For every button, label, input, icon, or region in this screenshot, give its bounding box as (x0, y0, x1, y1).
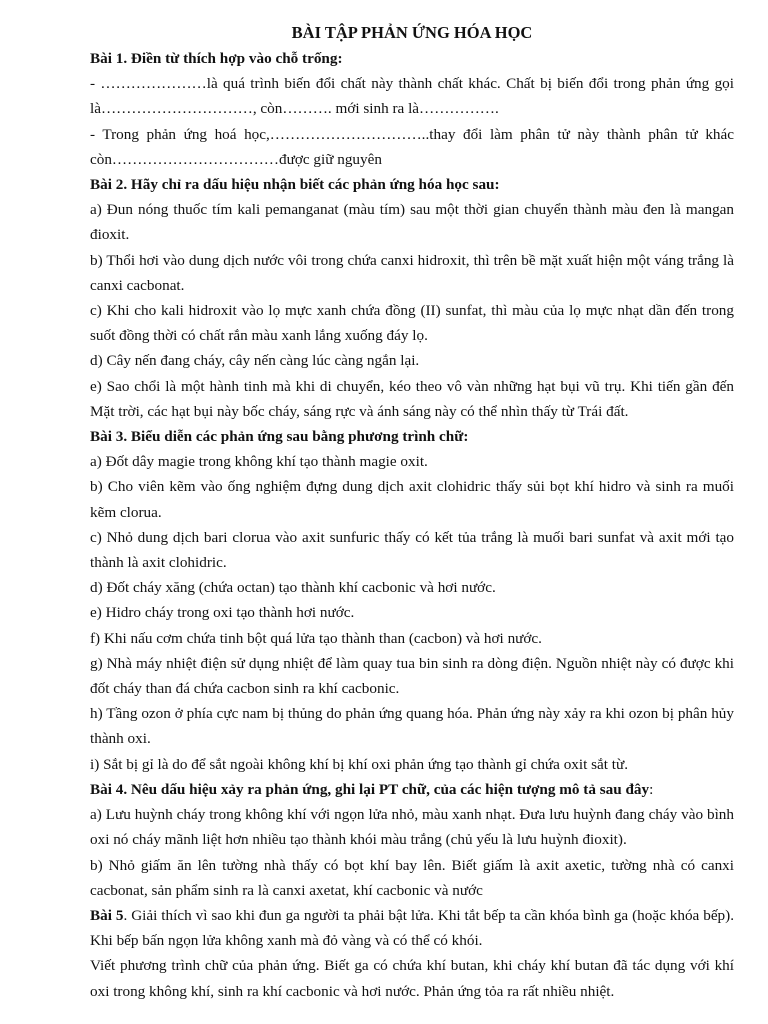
exercise-5-paragraph-2: Viết phương trình chữ của phản ứng. Biết ga có chứa khí butan, khi cháy khí butan đã tác dụng với khí oxi trong không khí, sinh ra khí cacbonic và hơi nước. Phản ứng tỏa ra rất nhiều nhiệt. (90, 957, 734, 1000)
exercise-4-heading: Bài 4. Nêu dấu hiệu xảy ra phản ứng, ghi lại PT chữ, của các hiện tượng mô tả sau đây (90, 780, 650, 798)
exercise-3-item-i: i) Sắt bị gỉ là do để sắt ngoài không khí bị khí oxi phản ứng tạo thành gỉ chứa oxit sắt từ. (90, 755, 629, 773)
exercise-3-heading: Bài 3. Biểu diễn các phản ứng sau bằng phương trình chữ: (90, 428, 469, 446)
exercise-2-item-b: b) Thổi hơi vào dung dịch nước vôi trong chứa canxi hidroxit, thì trên bề mặt xuất hiện một váng trắng là canxi cacbonat. (90, 251, 734, 294)
document-page (90, 20, 734, 1004)
exercise-3-item-c: c) Nhỏ dung dịch bari clorua vào axit sunfuric thấy có kết tủa trắng là muối bari sunfat và axit mới tạo thành là axit clohidric. (90, 528, 734, 572)
exercise-4-item-a: a) Lưu huỳnh cháy trong không khí với ngọn lửa nhỏ, màu xanh nhạt. Đưa lưu huỳnh đang cháy vào bình oxi nó cháy mãnh liệt hơn nhiều tạo thành khói màu trắng (chủ yếu là lưu huỳnh đioxit). (90, 806, 734, 849)
exercise-2-item-d: d) Cây nến đang cháy, cây nến càng lúc càng ngắn lại. (90, 352, 420, 370)
exercise-1-paragraph-2: - Trong phản ứng hoá học,…………………………..thay đổi làm phân tử này thành phân tử khác còn……………………………được giữ nguyên (90, 125, 734, 168)
exercise-3-item-e: e) Hidro cháy trong oxi tạo thành hơi nước. (90, 604, 355, 622)
document-title: BÀI TẬP PHẢN ỨNG HÓA HỌC (291, 23, 533, 42)
exercise-1-heading: Bài 1. Điền từ thích hợp vào chỗ trống: (90, 50, 343, 67)
exercise-5-label: Bài 5 (90, 906, 124, 924)
exercise-5-paragraph-1 (90, 903, 734, 953)
exercise-2-item-c: c) Khi cho kali hidroxit vào lọ mực xanh chứa đồng (II) sunfat, thì màu của lọ mực nhạt dần đến trong suốt đồng thời có chất rắn màu xanh lắng xuống đáy lọ. (90, 302, 734, 345)
exercise-4-item-b: b) Nhỏ giấm ăn lên tường nhà thấy có bọt khí bay lên. Biết giấm là axit axetic, tường nhà có canxi cacbonat, sản phẩm sinh ra là canxi axetat, khí cacbonic và nước (90, 856, 734, 899)
exercise-3-item-b: b) Cho viên kẽm vào ống nghiệm đựng dung dịch axit clohidric thấy sủi bọt khí hidro và sinh ra muối kẽm clorua. (90, 478, 734, 521)
exercise-3-item-d: d) Đốt cháy xăng (chứa octan) tạo thành khí cacbonic và hơi nước. (90, 579, 496, 597)
exercise-3-item-f: f) Khi nấu cơm chứa tinh bột quá lửa tạo thành than (cacbon) và hơi nước. (90, 629, 542, 647)
exercise-4-heading-colon: : (649, 780, 654, 798)
exercise-3-item-h: h) Tầng ozon ở phía cực nam bị thủng do phản ứng quang hóa. Phản ứng này xảy ra khi ozon bị phân hủy thành oxi. (90, 705, 734, 748)
exercise-2-heading: Bài 2. Hãy chỉ ra dấu hiệu nhận biết các phản ứng hóa học sau: (90, 176, 500, 194)
exercise-2-item-e: e) Sao chổi là một hành tinh mà khi di chuyển, kéo theo vô vàn những hạt bụi vũ trụ. Khi tiến gần đến Mặt trời, các hạt bụi này bốc cháy, sáng rực và ánh sáng này có thể nhìn thấy từ Trái đất. (90, 377, 734, 420)
exercise-2-item-a: a) Đun nóng thuốc tím kali pemanganat (màu tím) sau một thời gian chuyển thành màu đen là mangan đioxit. (90, 201, 734, 244)
exercise-3-item-a: a) Đốt dây magie trong không khí tạo thành magie oxit. (90, 453, 428, 471)
exercise-5-text: . Giải thích vì sao khi đun ga người ta phải bật lửa. Khi tắt bếp ta cần khóa bình ga (hoặc khóa bếp). Khi bếp bấn ngọn lửa không xanh mà đỏ vàng và có thể có khói. (90, 906, 735, 950)
exercise-1-paragraph-1: - …………………là quá trình biến đổi chất này thành chất khác. Chất bị biến đổi trong phản ứng gọi là…………………………, còn………. mới sinh ra là……………. (90, 75, 734, 118)
exercise-3-item-g: g) Nhà máy nhiệt điện sử dụng nhiệt để làm quay tua bin sinh ra dòng điện. Nguồn nhiệt này có được khi đốt cháy than đá chứa cacbon sinh ra khí cacbonic. (90, 654, 734, 698)
exercise-4-heading-line (90, 777, 734, 802)
